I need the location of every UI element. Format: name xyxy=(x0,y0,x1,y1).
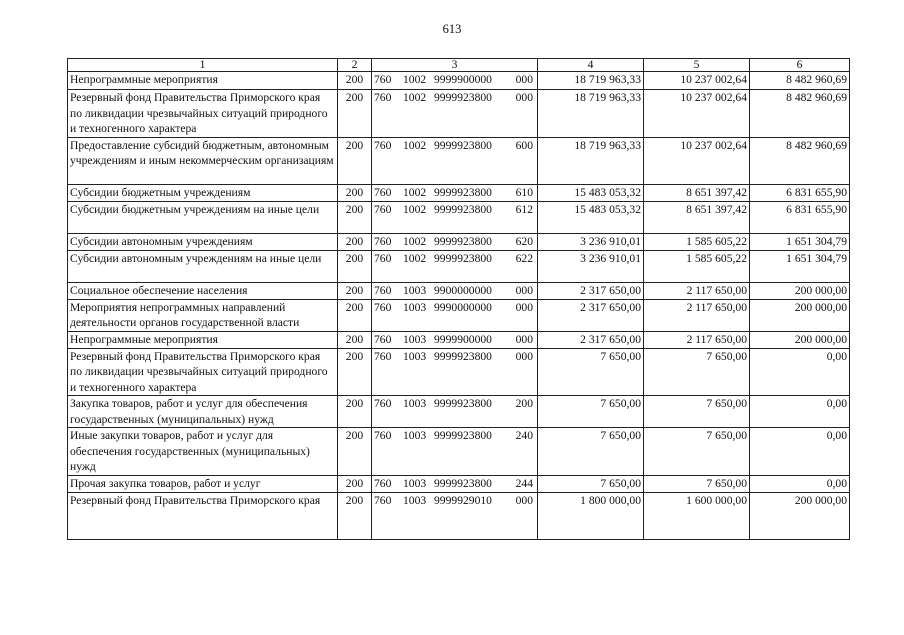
target-article-code: 9999923800 xyxy=(434,349,492,363)
row-code-col3 xyxy=(372,137,538,184)
row-code-col3 xyxy=(372,331,538,348)
section-code: 1003 xyxy=(403,476,427,490)
row-code-col3 xyxy=(372,250,538,282)
amount-col6: 200 000,00 xyxy=(750,299,850,331)
amount-col4: 2 317 650,00 xyxy=(538,282,644,299)
row-code-col3 xyxy=(372,233,538,250)
section-code: 1003 xyxy=(403,332,427,346)
ministry-code: 760 xyxy=(374,397,392,410)
table-row xyxy=(68,184,850,201)
row-name: Иные закупки товаров, работ и услуг для обеспечения государственных (муниципальных) нужд xyxy=(68,428,338,476)
row-code-col2: 200 xyxy=(338,250,372,282)
amount-col6: 6 831 655,90 xyxy=(750,184,850,201)
row-code-col3 xyxy=(372,299,538,331)
section-code: 1002 xyxy=(403,138,427,152)
amount-col4: 15 483 053,32 xyxy=(538,184,644,201)
column-header: 5 xyxy=(644,59,750,72)
expense-type-code: 240 xyxy=(515,429,533,442)
page-number: 613 xyxy=(442,22,462,36)
amount-col5: 7 650,00 xyxy=(644,348,750,396)
row-code-col2: 200 xyxy=(338,475,372,492)
row-name: Резервный фонд Правительства Приморского края по ликвидации чрезвычайных ситуаций природного и техногенного характера xyxy=(68,348,338,396)
row-name: Резервный фонд Правительства Приморского края по ликвидации чрезвычайных ситуаций природного и техногенного характера xyxy=(68,90,338,138)
row-code-col2: 200 xyxy=(338,492,372,539)
section-code: 1002 xyxy=(403,234,427,248)
amount-col6: 8 482 960,69 xyxy=(750,137,850,184)
section-code: 1003 xyxy=(403,300,427,314)
target-article-code: 9999923800 xyxy=(434,91,492,104)
row-name: Субсидии бюджетным учреждениям xyxy=(68,184,338,201)
budget-table xyxy=(67,58,850,540)
section-code: 1002 xyxy=(403,91,427,104)
row-name: Непрограммные мероприятия xyxy=(68,72,338,90)
amount-col4: 7 650,00 xyxy=(538,348,644,396)
expense-type-code: 622 xyxy=(515,251,533,265)
expense-type-code: 600 xyxy=(515,138,533,152)
row-code-col2: 200 xyxy=(338,396,372,428)
target-article-code: 9999923800 xyxy=(434,234,492,248)
row-code-col2: 200 xyxy=(338,201,372,233)
target-article-code: 9999923800 xyxy=(434,476,492,490)
amount-col4: 18 719 963,33 xyxy=(538,137,644,184)
row-code-col2: 200 xyxy=(338,331,372,348)
expense-type-code: 610 xyxy=(515,185,533,199)
row-name: Предоставление субсидий бюджетным, автономным учреждениям и иным некоммерческим организациям xyxy=(68,137,338,184)
ministry-code: 760 xyxy=(374,73,392,86)
ministry-code: 760 xyxy=(374,349,392,363)
table-row xyxy=(68,201,850,233)
table-row xyxy=(68,233,850,250)
table-row xyxy=(68,250,850,282)
amount-col6: 1 651 304,79 xyxy=(750,233,850,250)
row-code-col2: 200 xyxy=(338,137,372,184)
row-name: Закупка товаров, работ и услуг для обеспечения государственных (муниципальных) нужд xyxy=(68,396,338,428)
expense-type-code: 612 xyxy=(515,202,533,216)
amount-col5: 10 237 002,64 xyxy=(644,137,750,184)
ministry-code: 760 xyxy=(374,138,392,152)
row-code-col2: 200 xyxy=(338,428,372,476)
amount-col5: 2 117 650,00 xyxy=(644,331,750,348)
row-code-col2: 200 xyxy=(338,282,372,299)
section-code: 1003 xyxy=(403,397,427,410)
ministry-code: 760 xyxy=(374,202,392,216)
row-code-col3 xyxy=(372,184,538,201)
row-code-col3 xyxy=(372,348,538,396)
table-row xyxy=(68,492,850,539)
section-code: 1002 xyxy=(403,73,427,86)
amount-col4: 15 483 053,32 xyxy=(538,201,644,233)
amount-col6: 0,00 xyxy=(750,348,850,396)
amount-col5: 1 600 000,00 xyxy=(644,492,750,539)
target-article-code: 9999923800 xyxy=(434,138,492,152)
section-code: 1003 xyxy=(403,429,427,442)
amount-col4: 18 719 963,33 xyxy=(538,90,644,138)
section-code: 1003 xyxy=(403,493,427,507)
row-code-col2: 200 xyxy=(338,233,372,250)
ministry-code: 760 xyxy=(374,234,392,248)
row-code-col3 xyxy=(372,201,538,233)
column-number-row xyxy=(68,59,850,72)
row-name: Субсидии автономным учреждениям на иные цели xyxy=(68,250,338,282)
table-row xyxy=(68,72,850,90)
row-name: Прочая закупка товаров, работ и услуг xyxy=(68,475,338,492)
table-row xyxy=(68,282,850,299)
row-code-col2: 200 xyxy=(338,72,372,90)
column-header: 2 xyxy=(338,59,372,72)
amount-col5: 8 651 397,42 xyxy=(644,201,750,233)
amount-col5: 7 650,00 xyxy=(644,428,750,476)
column-header: 3 xyxy=(372,59,538,72)
section-code: 1002 xyxy=(403,202,427,216)
expense-type-code: 000 xyxy=(515,493,533,507)
target-article-code: 9999923800 xyxy=(434,397,492,410)
table-row xyxy=(68,331,850,348)
row-code-col3 xyxy=(372,492,538,539)
row-name: Социальное обеспечение населения xyxy=(68,282,338,299)
ministry-code: 760 xyxy=(374,429,392,442)
expense-type-code: 000 xyxy=(515,349,533,363)
column-header: 1 xyxy=(68,59,338,72)
amount-col6: 200 000,00 xyxy=(750,331,850,348)
table-row xyxy=(68,475,850,492)
table-row xyxy=(68,137,850,184)
expense-type-code: 244 xyxy=(515,476,533,490)
ministry-code: 760 xyxy=(374,300,392,314)
amount-col4: 7 650,00 xyxy=(538,428,644,476)
section-code: 1003 xyxy=(403,283,427,297)
row-code-col3 xyxy=(372,475,538,492)
amount-col6: 8 482 960,69 xyxy=(750,72,850,90)
ministry-code: 760 xyxy=(374,493,392,507)
amount-col5: 8 651 397,42 xyxy=(644,184,750,201)
table-row xyxy=(68,90,850,138)
expense-type-code: 000 xyxy=(515,332,533,346)
expense-type-code: 620 xyxy=(515,234,533,248)
amount-col5: 10 237 002,64 xyxy=(644,90,750,138)
amount-col6: 8 482 960,69 xyxy=(750,90,850,138)
amount-col6: 0,00 xyxy=(750,475,850,492)
amount-col5: 10 237 002,64 xyxy=(644,72,750,90)
row-name: Непрограммные мероприятия xyxy=(68,331,338,348)
target-article-code: 9999923800 xyxy=(434,251,492,265)
table-row xyxy=(68,348,850,396)
amount-col5: 1 585 605,22 xyxy=(644,233,750,250)
target-article-code: 9900000000 xyxy=(434,283,492,297)
amount-col5: 2 117 650,00 xyxy=(644,282,750,299)
amount-col6: 0,00 xyxy=(750,396,850,428)
amount-col6: 1 651 304,79 xyxy=(750,250,850,282)
row-code-col2: 200 xyxy=(338,90,372,138)
expense-type-code: 000 xyxy=(515,73,533,86)
row-code-col3 xyxy=(372,396,538,428)
amount-col6: 200 000,00 xyxy=(750,282,850,299)
section-code: 1002 xyxy=(403,185,427,199)
row-code-col2: 200 xyxy=(338,184,372,201)
amount-col5: 2 117 650,00 xyxy=(644,299,750,331)
ministry-code: 760 xyxy=(374,332,392,346)
amount-col4: 7 650,00 xyxy=(538,475,644,492)
row-name: Субсидии автономным учреждениям xyxy=(68,233,338,250)
row-code-col2: 200 xyxy=(338,348,372,396)
row-code-col3 xyxy=(372,282,538,299)
target-article-code: 9999900000 xyxy=(434,332,492,346)
amount-col4: 7 650,00 xyxy=(538,396,644,428)
column-header: 4 xyxy=(538,59,644,72)
amount-col4: 18 719 963,33 xyxy=(538,72,644,90)
ministry-code: 760 xyxy=(374,91,392,104)
ministry-code: 760 xyxy=(374,251,392,265)
target-article-code: 9999923800 xyxy=(434,202,492,216)
ministry-code: 760 xyxy=(374,476,392,490)
column-header: 6 xyxy=(750,59,850,72)
row-code-col3 xyxy=(372,72,538,90)
row-name: Мероприятия непрограммных направлений деятельности органов государственной власти xyxy=(68,299,338,331)
table-row xyxy=(68,396,850,428)
table-row xyxy=(68,428,850,476)
row-code-col2: 200 xyxy=(338,299,372,331)
amount-col4: 3 236 910,01 xyxy=(538,250,644,282)
ministry-code: 760 xyxy=(374,185,392,199)
target-article-code: 9990000000 xyxy=(434,300,492,314)
amount-col4: 2 317 650,00 xyxy=(538,299,644,331)
amount-col6: 200 000,00 xyxy=(750,492,850,539)
section-code: 1002 xyxy=(403,251,427,265)
target-article-code: 9999923800 xyxy=(434,185,492,199)
target-article-code: 9999929010 xyxy=(434,493,492,507)
target-article-code: 9999900000 xyxy=(434,73,492,86)
ministry-code: 760 xyxy=(374,283,392,297)
amount-col5: 7 650,00 xyxy=(644,475,750,492)
expense-type-code: 000 xyxy=(515,283,533,297)
amount-col5: 7 650,00 xyxy=(644,396,750,428)
target-article-code: 9999923800 xyxy=(434,429,492,442)
table-row xyxy=(68,299,850,331)
row-name: Резервный фонд Правительства Приморского края xyxy=(68,492,338,539)
row-name: Субсидии бюджетным учреждениям на иные цели xyxy=(68,201,338,233)
amount-col5: 1 585 605,22 xyxy=(644,250,750,282)
amount-col4: 1 800 000,00 xyxy=(538,492,644,539)
row-code-col3 xyxy=(372,428,538,476)
amount-col4: 2 317 650,00 xyxy=(538,331,644,348)
amount-col6: 6 831 655,90 xyxy=(750,201,850,233)
amount-col6: 0,00 xyxy=(750,428,850,476)
section-code: 1003 xyxy=(403,349,427,363)
expense-type-code: 000 xyxy=(515,91,533,104)
amount-col4: 3 236 910,01 xyxy=(538,233,644,250)
expense-type-code: 200 xyxy=(515,397,533,410)
row-code-col3 xyxy=(372,90,538,138)
expense-type-code: 000 xyxy=(515,300,533,314)
